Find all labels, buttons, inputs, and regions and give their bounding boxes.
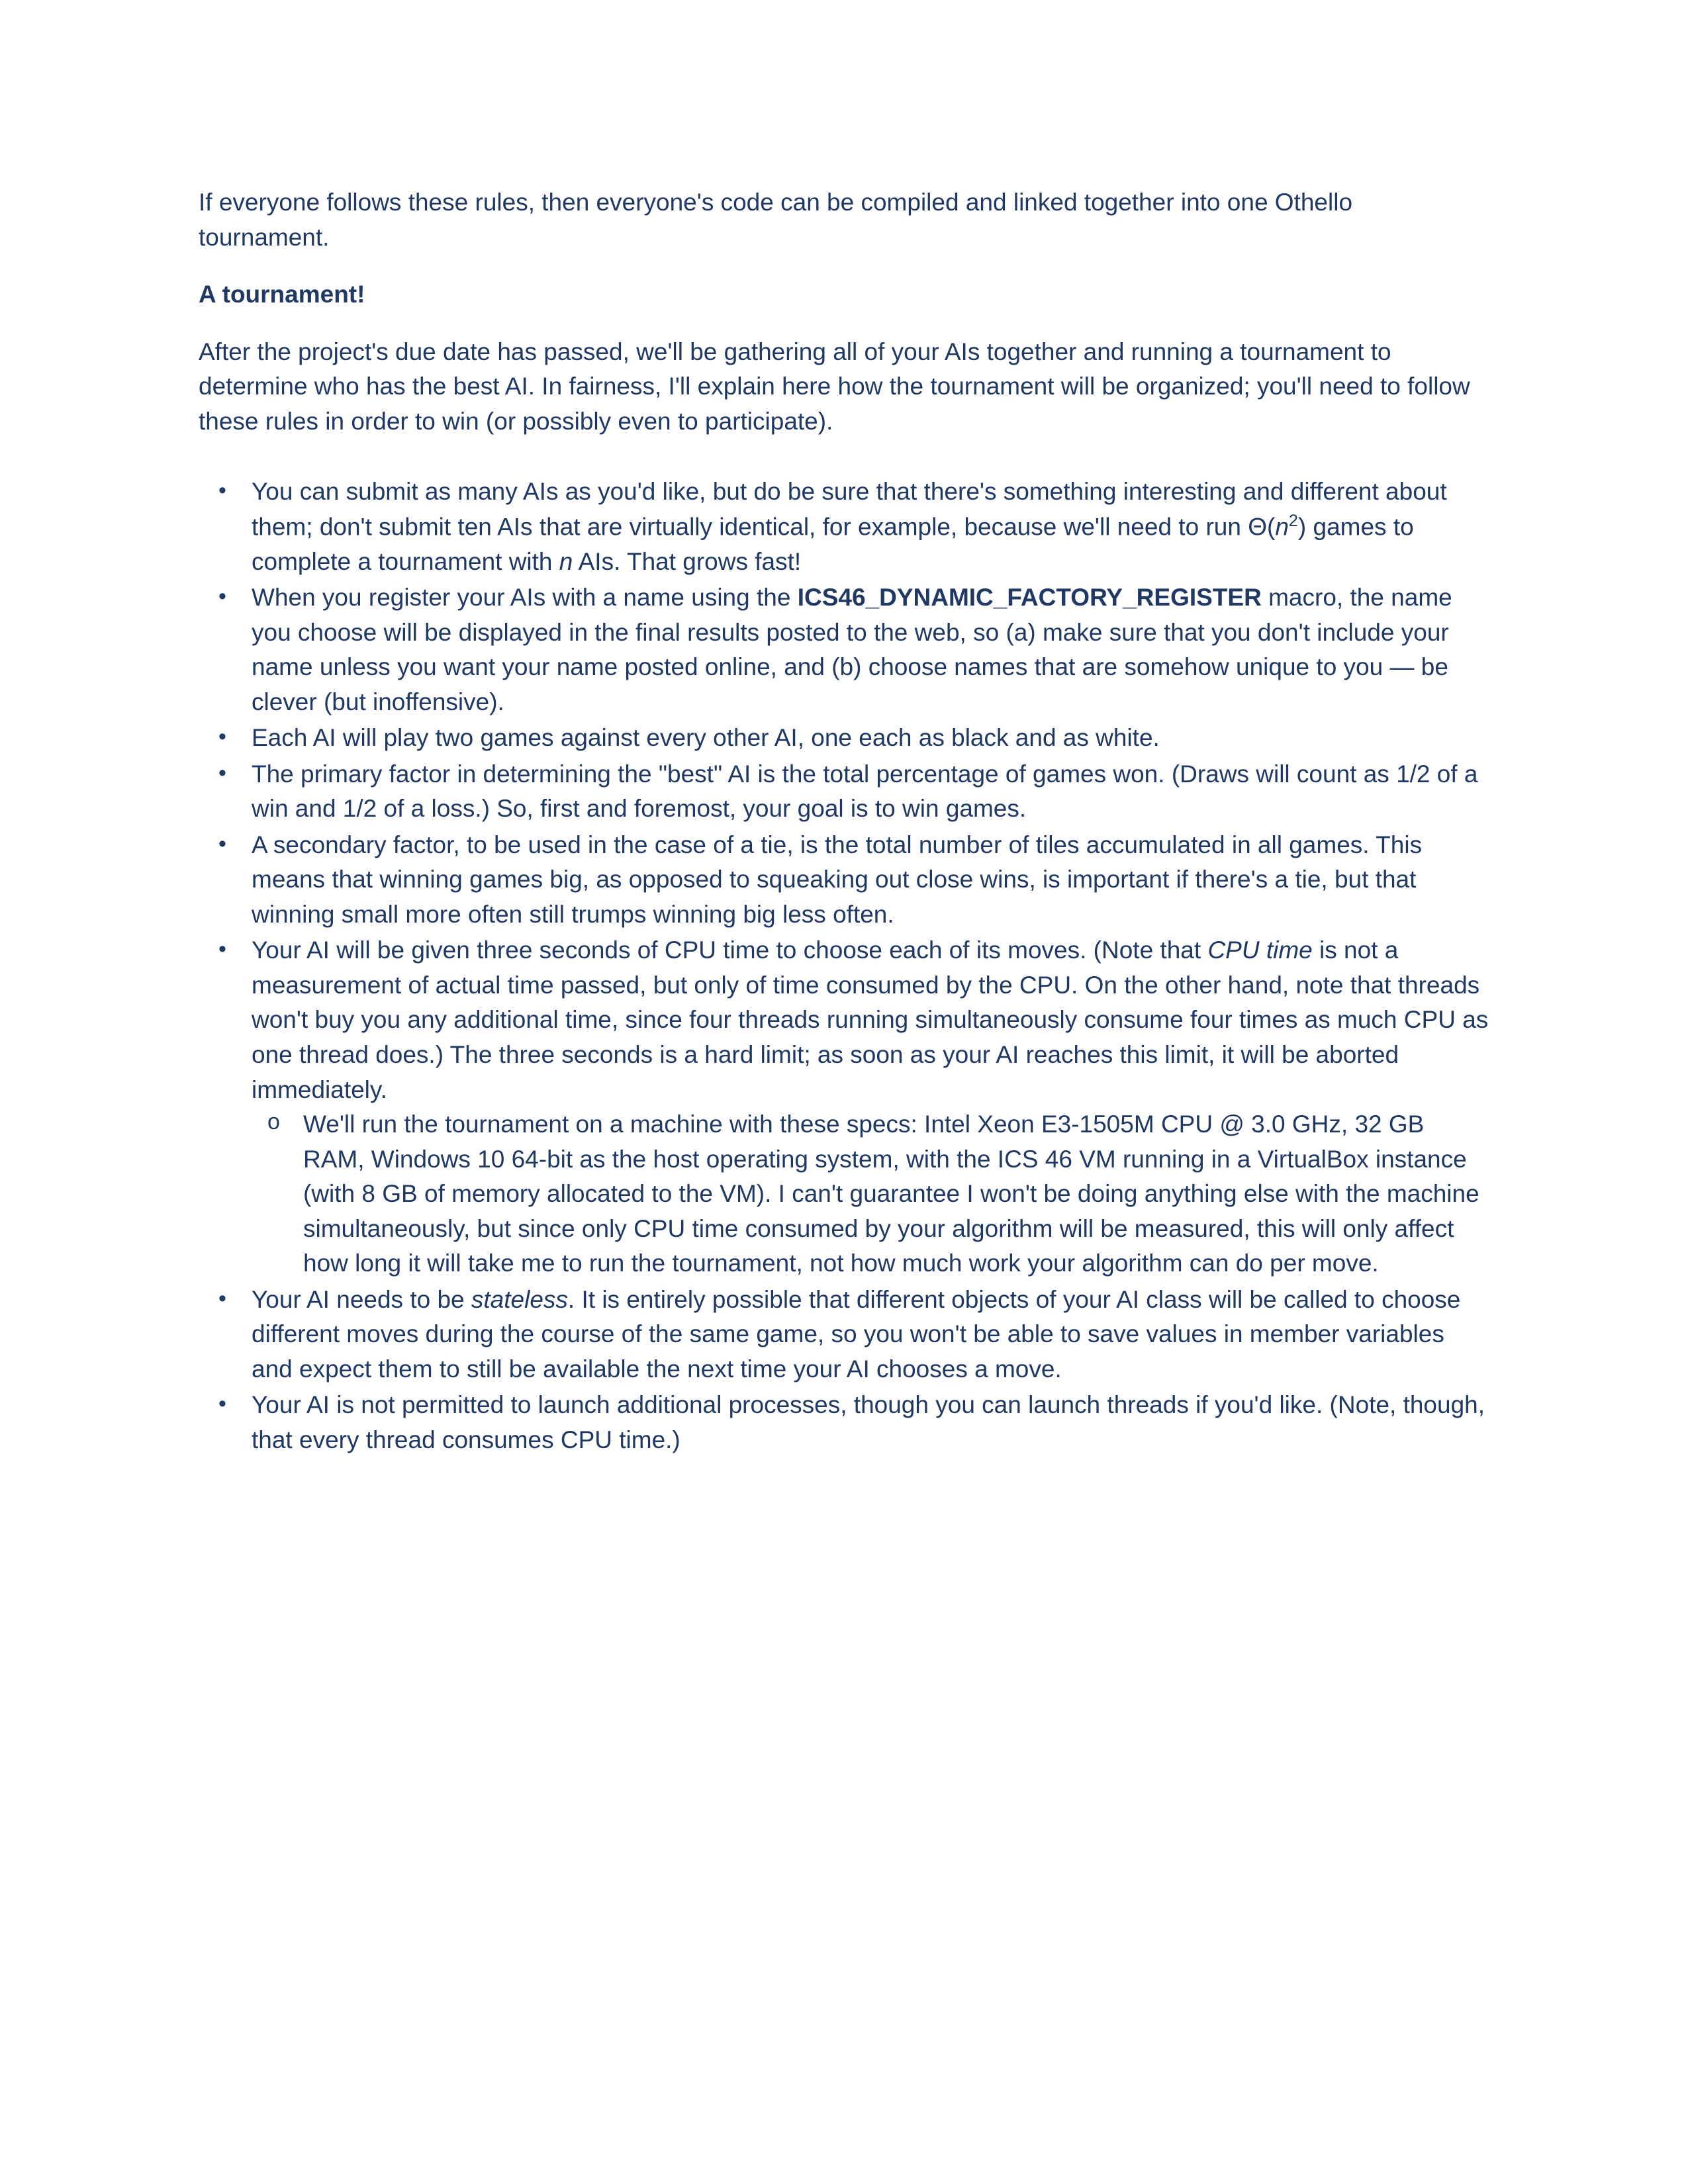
sub-bullet-icon: o (267, 1109, 280, 1135)
variable-n: n (559, 547, 573, 575)
rule-text-part: is not a measurement of actual time passed, but only of time consumed by the CPU. On the other hand, note that threads won't buy you any additional time, since four threads running simultaneously consume four times as much CPU as one thread does.) The three seconds is a hard limit; as soon as your AI reaches this limit, it will be aborted immediately. (252, 936, 1489, 1103)
bullet-icon: • (218, 1285, 226, 1311)
rule-text-part: Your AI needs to be (252, 1285, 471, 1313)
rule-secondary-factor: A secondary factor, to be used in the case of a tie, is the total number of tiles accumulated in all games. This means that winning games big, as opposed to squeaking out close wins, is important if there's a tie, but that winning small more often still trumps winning big less often. (252, 831, 1423, 928)
stateless-emphasis: stateless (471, 1285, 568, 1313)
bullet-icon: • (218, 831, 226, 856)
paragraph-spacer (199, 461, 1489, 475)
rule-text-part: . It is entirely possible that different objects of your AI class will be called to choose different moves during the course of the same game, so you won't be able to save values in member variables and expect them to still be available the next time your AI chooses a move. (252, 1285, 1461, 1383)
intro-paragraph: If everyone follows these rules, then everyone's code can be compiled and linked together into one Othello tournament. (199, 189, 1353, 251)
exponent-two: 2 (1288, 511, 1298, 530)
list-item (199, 1388, 1489, 1457)
document-body (199, 185, 1489, 1457)
spec-machine-details: We'll run the tournament on a machine with these specs: Intel Xeon E3-1505M CPU @ 3.0 GHz, 32 GB RAM, Windows 10 64-bit as the host operating system, with the ICS 46 VM running in a VirtualBox instance (with 8 GB of memory allocated to the VM). I can't guarantee I won't be doing anything else with the machine simultaneously, but since only CPU time consumed by your algorithm will be measured, this will only affect how long it will take me to run the tournament, not how much work your algorithm can do per move. (303, 1111, 1479, 1277)
list-item (199, 828, 1489, 933)
rule-submit-many-ais (252, 475, 1489, 579)
machine-specs-sublist (252, 1107, 1489, 1281)
list-item (199, 933, 1489, 1281)
rule-text-part: Your AI will be given three seconds of CPU time to choose each of its moves. (Note that (252, 936, 1208, 964)
rule-no-processes: Your AI is not permitted to launch additional processes, though you can launch threads if you'd like. (Note, though, that every thread consumes CPU time.) (252, 1391, 1485, 1453)
rule-stateless (252, 1283, 1489, 1387)
list-item (199, 580, 1489, 719)
rule-primary-factor: The primary factor in determining the "best" AI is the total percentage of games won. (Draws will count as 1/2 of a win and 1/2 of a loss.) So, first and foremost, your goal is to win games. (252, 760, 1478, 823)
variable-n: n (1275, 513, 1289, 541)
rule-cpu-time (252, 933, 1489, 1107)
list-item (199, 1283, 1489, 1387)
bullet-icon: • (218, 1391, 226, 1417)
section-heading: A tournament! (199, 281, 365, 308)
rule-register-name (252, 580, 1489, 719)
rule-text-part: macro, the name you choose will be displayed in the final results posted to the web, so (a) make sure that you don't include your name unless you want your name posted online, and (b) choose names that are somehow unique to you — be clever (but inoffensive). (252, 584, 1452, 715)
rule-text-part: AIs. That grows fast! (573, 547, 802, 575)
cpu-time-emphasis: CPU time (1207, 936, 1313, 964)
list-item (199, 475, 1489, 579)
list-item (199, 757, 1489, 827)
bullet-icon: • (218, 584, 226, 610)
bullet-icon: • (218, 936, 226, 962)
macro-name: ICS46_DYNAMIC_FACTORY_REGISTER (797, 584, 1262, 612)
bullet-icon: • (218, 760, 226, 786)
list-item (199, 721, 1489, 756)
bullet-icon: • (218, 478, 226, 504)
rule-text-part: ) games to complete a tournament with (252, 513, 1414, 575)
rule-text-part: When you register your AIs with a name using the (252, 584, 798, 612)
rule-text-part: You can submit as many AIs as you'd like, but do be sure that there's something interesting and different about them; don't submit ten AIs that are virtually identical, for example, because we'll need to run Θ( (252, 478, 1447, 541)
tournament-overview-paragraph: After the project's due date has passed, we'll be gathering all of your AIs together and running a tournament to determine who has the best AI. In fairness, I'll explain here how the tournament will be organized; you'll need to follow these rules in order to win (or possibly even to participate). (199, 338, 1470, 435)
tournament-rules-list (199, 475, 1489, 1457)
rule-two-games: Each AI will play two games against every other AI, one each as black and as white. (252, 724, 1160, 752)
bullet-icon: • (218, 724, 226, 750)
list-item (252, 1107, 1489, 1281)
